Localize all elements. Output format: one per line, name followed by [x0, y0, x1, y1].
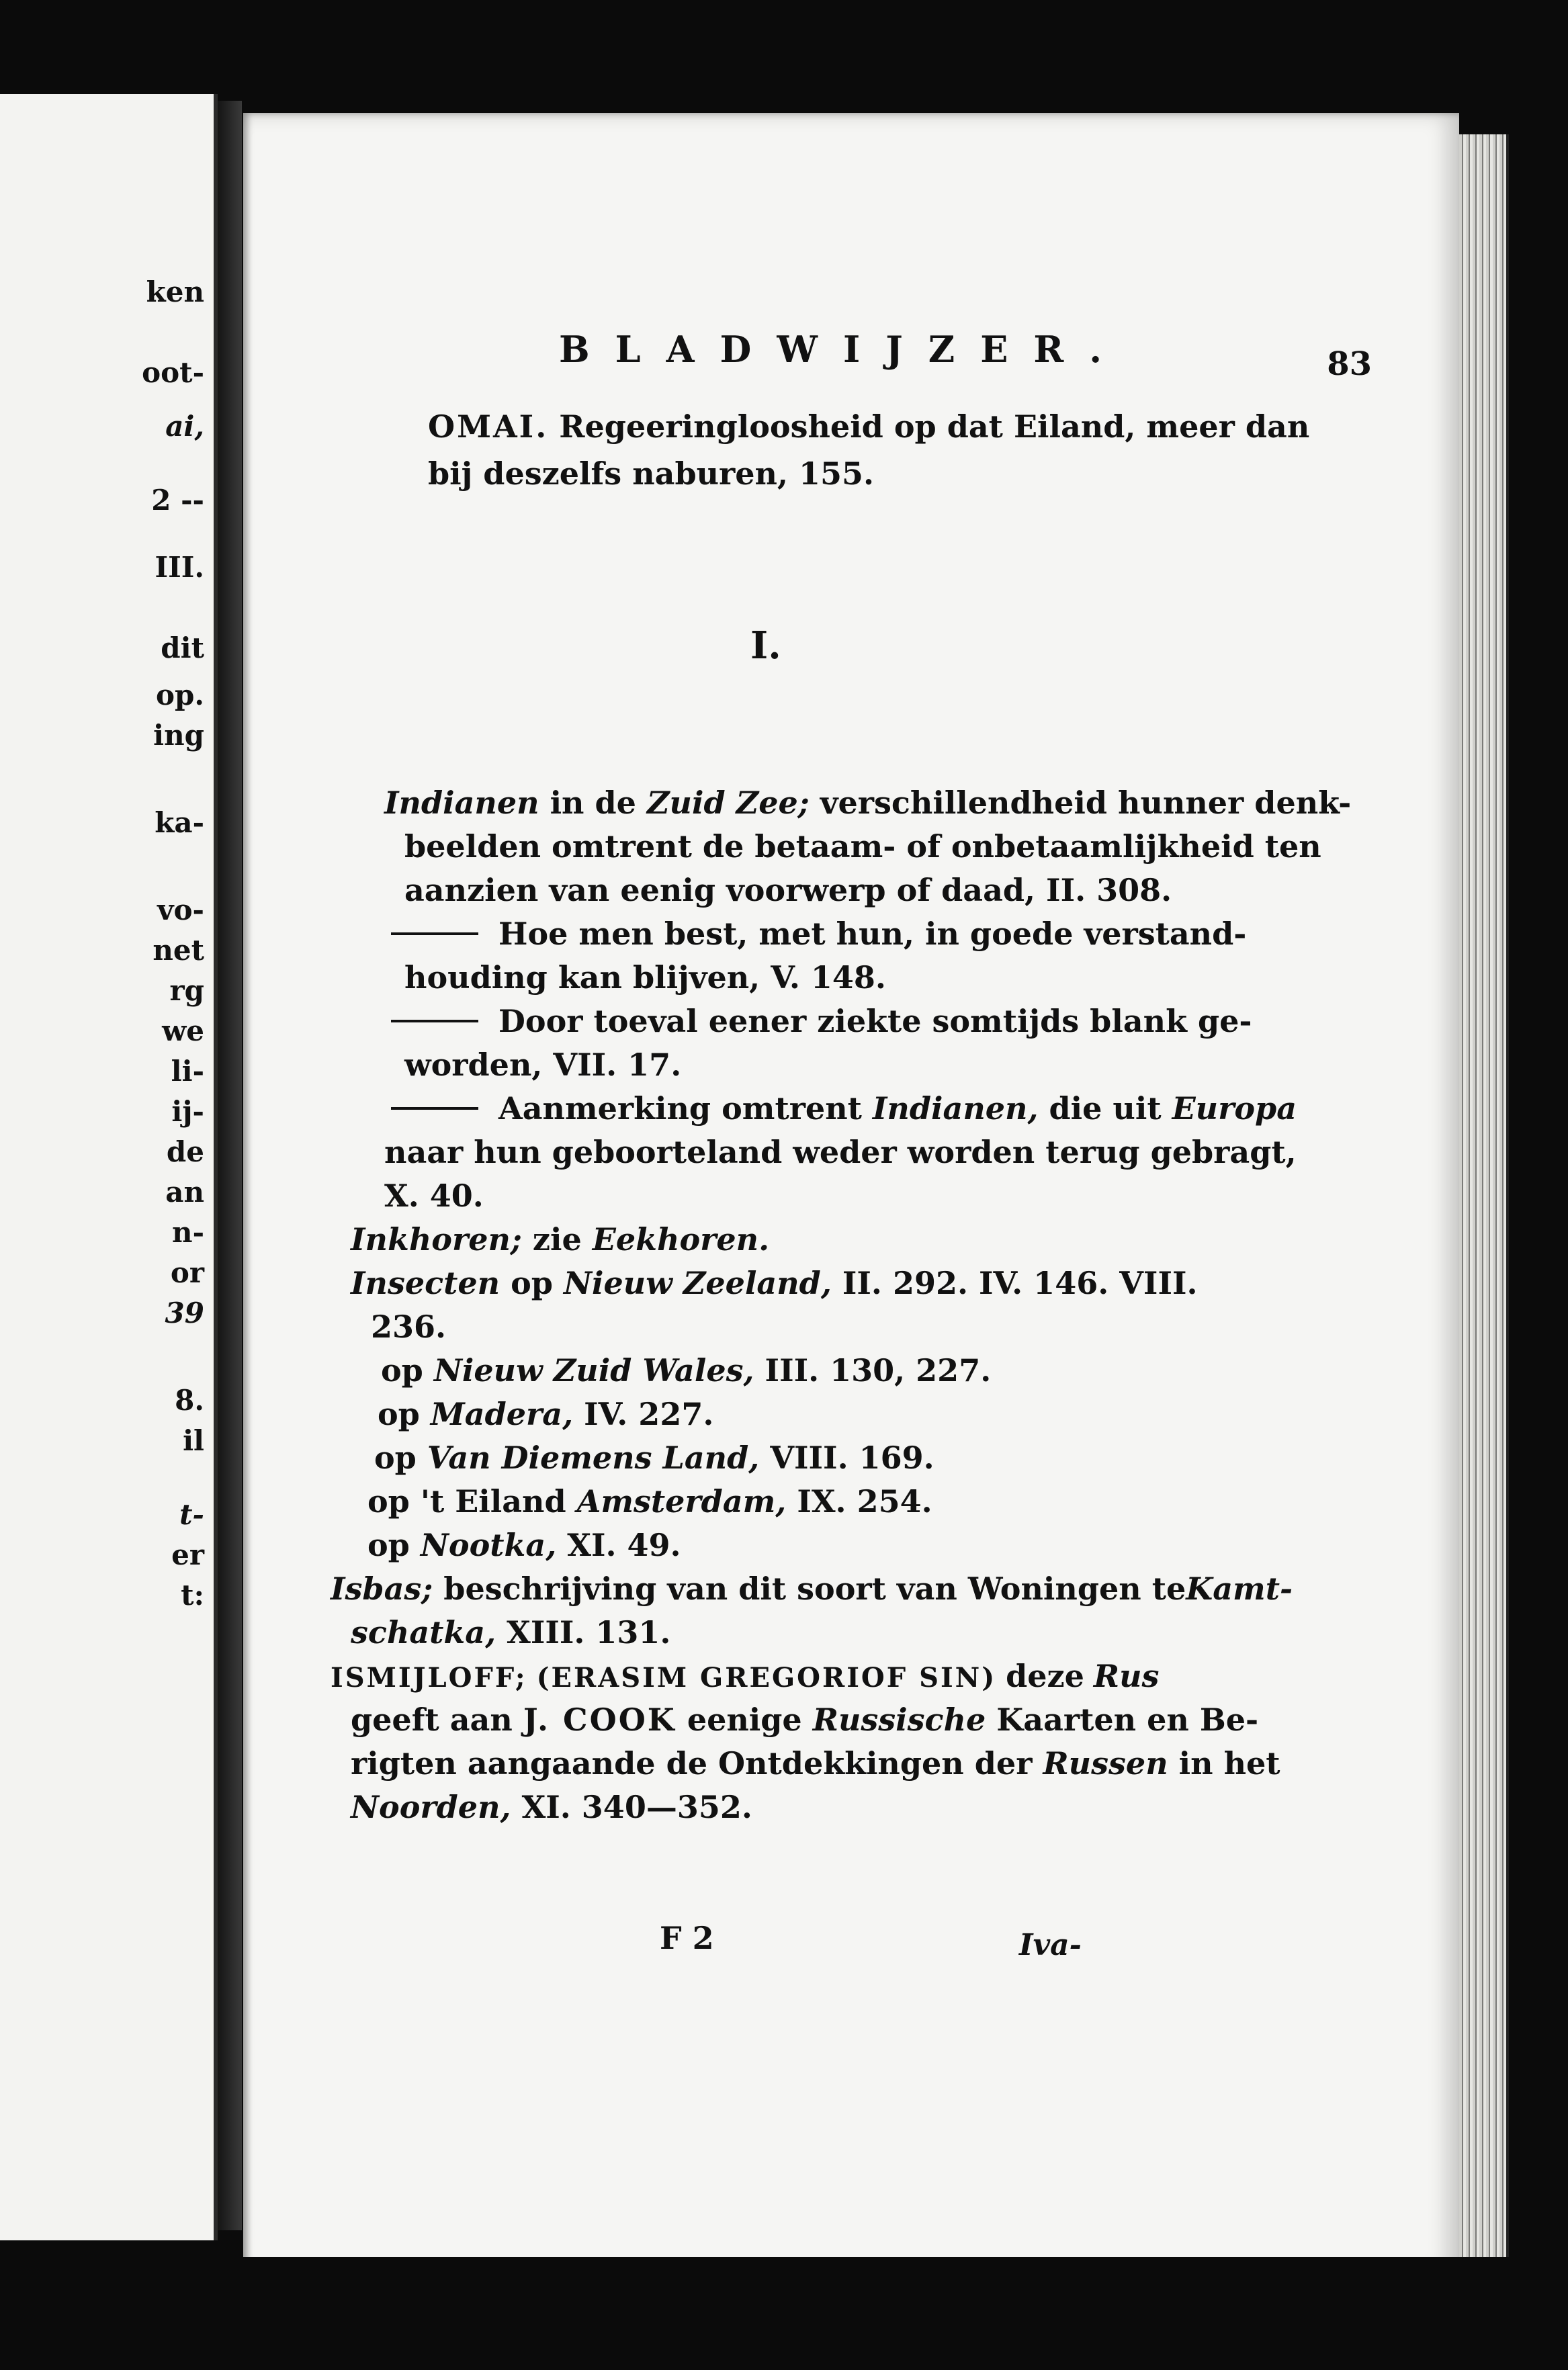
page-edges — [1459, 134, 1509, 2271]
entry-head-insecten: Insecten — [351, 1265, 500, 1301]
facing-page-fragment: de — [166, 1135, 204, 1168]
entry-insecten-line-3 — [381, 1352, 991, 1389]
ismijloff-paren: (ERASIM GREGORIOF SIN) — [536, 1662, 997, 1694]
ismijloff-text-2c: eenige — [687, 1702, 802, 1738]
ismijloff-text-2b: J. COOK — [523, 1702, 677, 1738]
facing-page-fragment: an — [165, 1176, 204, 1209]
facing-page-fragment: li- — [171, 1055, 204, 1088]
ismijloff-text-3c: in het — [1178, 1745, 1280, 1782]
insecten-text-5c: VIII. 169. — [770, 1440, 934, 1476]
facing-page-fragment: dit — [161, 631, 204, 664]
facing-page-fragment: ka- — [155, 806, 204, 839]
insecten-text-4c: IV. 227. — [584, 1396, 714, 1432]
book-gutter — [218, 101, 242, 2230]
facing-page-fragment: op. — [155, 678, 204, 711]
ismijloff-text-3b: Russen — [1043, 1745, 1168, 1782]
signature-mark: F 2 — [660, 1920, 714, 1956]
insecten-text-1c: II. 292. IV. 146. VIII. — [842, 1265, 1198, 1301]
entry-indianen-line-1 — [384, 785, 1351, 821]
entry-head-isbas: Isbas; — [331, 1571, 433, 1607]
omai-text-2: bij deszelfs naburen, 155. — [428, 455, 875, 492]
insecten-text-5a: op — [374, 1440, 417, 1476]
entry-omai-line-1 — [428, 408, 1309, 445]
entry-head-omai: OMAI. — [428, 408, 549, 445]
facing-page-fragment: or — [170, 1256, 204, 1289]
indianen-sub-3-line-3: X. 40. — [384, 1178, 484, 1214]
entry-isbas-line-2 — [351, 1614, 670, 1651]
entry-indianen-line-2: beelden omtrent de betaam- of onbetaamlijkheid ten — [404, 828, 1321, 865]
indianen-sub-3-text-b: Indianen, — [872, 1090, 1039, 1127]
ismijloff-text-4b: XI. 340—352. — [521, 1789, 752, 1825]
omai-text-1: Regeeringloosheid op dat Eiland, meer dan — [559, 408, 1310, 445]
facing-page-fragment: il — [183, 1424, 204, 1457]
indianen-text-1b: Zuid Zee; — [646, 785, 810, 821]
running-head: BLADWIJZER. — [559, 328, 1128, 371]
insecten-text-7a: op — [367, 1527, 410, 1563]
entry-insecten-line-1 — [351, 1265, 1198, 1301]
insecten-text-6c: IX. 254. — [797, 1483, 932, 1520]
facing-page-fragment: t: — [181, 1579, 204, 1612]
entry-head-inkhoren: Inkhoren; — [351, 1221, 522, 1258]
ismijloff-text-3a: rigten aangaande de Ontdekkingen der — [351, 1745, 1033, 1782]
indianen-text-1a: in de — [550, 785, 636, 821]
facing-page-fragment: 39 — [165, 1297, 204, 1329]
facing-page-fragment: net — [153, 934, 204, 967]
indianen-sub-2-line-2: worden, VII. 17. — [404, 1047, 682, 1083]
facing-page-left — [0, 94, 218, 2240]
facing-page-fragment: rg — [169, 974, 204, 1007]
facing-page-fragment: ing — [153, 719, 204, 752]
insecten-text-4b: Madera, — [430, 1396, 574, 1432]
facing-page-fragment: ai, — [165, 410, 204, 443]
isbas-text-1a: beschrijving van dit soort van Woningen te — [443, 1571, 1186, 1607]
ismijloff-text-2e: Kaarten en Be- — [996, 1702, 1259, 1738]
insecten-text-7c: XI. 49. — [567, 1527, 681, 1563]
indianen-sub-3-text-c: die uit — [1049, 1090, 1162, 1127]
indianen-sub-2-text-1: Door toeval eener ziekte somtijds blank ge- — [498, 1003, 1252, 1039]
insecten-text-3c: III. 130, 227. — [765, 1352, 992, 1389]
insecten-text-1a: op — [511, 1265, 553, 1301]
entry-ismijloff-line-4 — [351, 1789, 752, 1825]
inkhoren-text: zie — [532, 1221, 582, 1258]
entry-head-ismijloff: ISMIJLOFF; — [331, 1662, 527, 1694]
entry-isbas-line-1 — [331, 1571, 1293, 1607]
indianen-text-1c: verschillendheid hunner denk- — [820, 785, 1352, 821]
entry-insecten-line-6 — [367, 1483, 932, 1520]
page-number: 83 — [1327, 345, 1372, 383]
ismijloff-text-1c: deze — [1006, 1658, 1084, 1694]
insecten-text-6a: op 't Eiland — [367, 1483, 566, 1520]
entry-ismijloff-line-1 — [331, 1658, 1159, 1694]
indianen-sub-3-line-1 — [391, 1090, 1297, 1127]
facing-page-fragment: oot- — [142, 356, 204, 389]
indianen-sub-3-text-a: Aanmerking omtrent — [498, 1090, 862, 1127]
facing-page-fragment: er — [171, 1538, 204, 1571]
entry-omai-line-2 — [428, 455, 874, 492]
catchword: Iva- — [1019, 1928, 1082, 1962]
entry-head-indianen: Indianen — [384, 785, 539, 821]
isbas-text-2a: schatka, — [351, 1614, 496, 1651]
insecten-text-4a: op — [378, 1396, 420, 1432]
entry-ismijloff-line-3 — [351, 1745, 1280, 1782]
insecten-text-6b: Amsterdam, — [576, 1483, 787, 1520]
ditto-dash — [391, 1107, 478, 1110]
scan-background — [0, 2257, 1568, 2370]
facing-page-fragment: ij- — [171, 1095, 204, 1128]
index-page — [243, 113, 1459, 2276]
section-letter-i: I. — [750, 623, 781, 668]
isbas-text-2b: XIII. 131. — [507, 1614, 671, 1651]
insecten-text-1b: Nieuw Zeeland, — [563, 1265, 832, 1301]
entry-insecten-line-7 — [367, 1527, 681, 1563]
facing-page-fragment: vo- — [157, 893, 204, 926]
insecten-text-7b: Nootka, — [420, 1527, 557, 1563]
insecten-text-3a: op — [381, 1352, 423, 1389]
entry-indianen-line-3: aanzien van eenig voorwerp of daad, II. 308. — [404, 872, 1172, 908]
ismijloff-text-4a: Noorden, — [351, 1789, 511, 1825]
entry-ismijloff-line-2 — [351, 1702, 1258, 1738]
insecten-text-5b: Van Diemens Land, — [427, 1440, 760, 1476]
entry-insecten-line-5 — [374, 1440, 934, 1476]
entry-inkhoren — [351, 1221, 769, 1258]
facing-page-fragment: t- — [179, 1498, 204, 1531]
facing-page-fragment: ken — [146, 275, 204, 308]
facing-page-fragment: 2 -- — [151, 484, 204, 517]
ismijloff-text-2a: geeft aan — [351, 1702, 513, 1738]
indianen-sub-1-text-1: Hoe men best, met hun, in goede verstand- — [498, 916, 1247, 952]
facing-page-fragment: we — [162, 1014, 204, 1047]
ismijloff-text-2d: Russische — [812, 1702, 986, 1738]
ditto-dash — [391, 932, 478, 935]
ismijloff-text-1d: Rus — [1093, 1658, 1160, 1694]
indianen-sub-3-text-d: Europa — [1172, 1090, 1297, 1127]
indianen-sub-3-line-2: naar hun geboorteland weder worden terug gebragt, — [384, 1134, 1297, 1170]
inkhoren-ref: Eekhoren. — [592, 1221, 770, 1258]
facing-page-fragment: 8. — [175, 1384, 204, 1417]
ditto-dash — [391, 1020, 478, 1022]
entry-insecten-line-4 — [378, 1396, 713, 1432]
facing-page-fragment: III. — [155, 551, 204, 584]
entry-insecten-line-2: 236. — [371, 1309, 447, 1345]
indianen-sub-1-line-2: houding kan blijven, V. 148. — [404, 959, 886, 996]
indianen-sub-1-line-1 — [391, 916, 1246, 952]
insecten-text-3b: Nieuw Zuid Wales, — [433, 1352, 754, 1389]
facing-page-fragment: n- — [172, 1216, 204, 1249]
indianen-sub-2-line-1 — [391, 1003, 1252, 1039]
isbas-text-1b: Kamt- — [1186, 1571, 1293, 1607]
